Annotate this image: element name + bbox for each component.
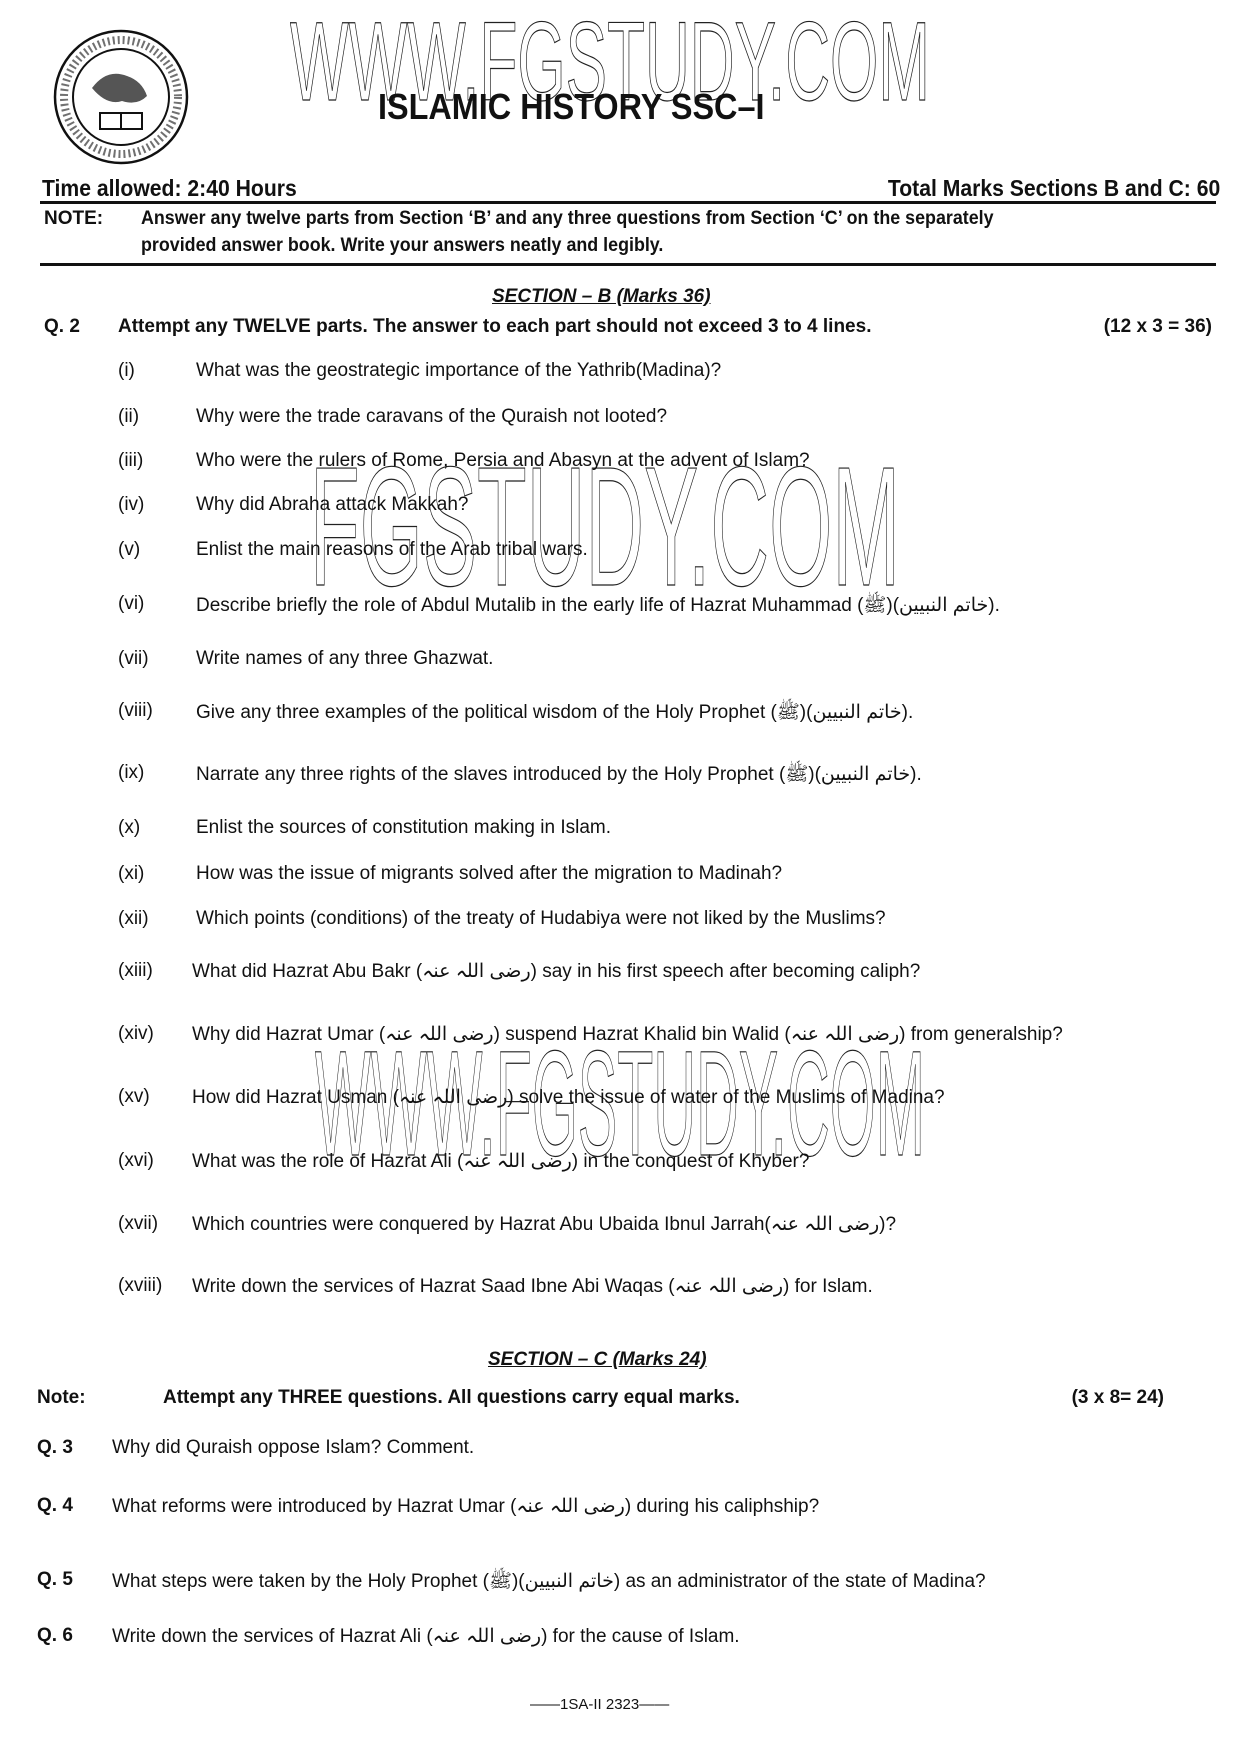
- part-question: Enlist the sources of constitution making in Islam.: [196, 817, 612, 838]
- part-question: Which points (conditions) of the treaty of Hudabiya were not liked by the Muslims?: [196, 908, 886, 929]
- section-b-heading: SECTION – B (Marks 36): [492, 286, 711, 307]
- part-question: Give any three examples of the political wisdom of the Holy Prophet (ﷺ)(خاتم النبیین).: [196, 702, 914, 723]
- note-label: NOTE:: [44, 208, 104, 229]
- part-question: How did Hazrat Usman (رضی اللہ عنہ) solve the issue of water of the Muslims of Madina?: [192, 1087, 945, 1108]
- note-line-1: Answer any twelve parts from Section ‘B’ and any three questions from Section ‘C’ on the separately: [141, 208, 994, 229]
- question-text: Write down the services of Hazrat Ali (رضی اللہ عنہ) for the cause of Islam.: [112, 1626, 740, 1647]
- part-question: What was the geostrategic importance of the Yathrib(Madina)?: [196, 360, 722, 381]
- board-seal-logo: [52, 28, 190, 166]
- part-question: Why were the trade caravans of the Quraish not looted?: [196, 406, 668, 427]
- q2-marks: (12 x 3 = 36): [1103, 316, 1212, 337]
- part-number: (xiv): [118, 1023, 154, 1044]
- part-number: (vi): [118, 593, 145, 614]
- part-question: Why did Hazrat Umar (رضی اللہ عنہ) suspend Hazrat Khalid bin Walid (رضی اللہ عنہ) from generalship?: [192, 1024, 1063, 1045]
- divider: [40, 201, 1216, 204]
- part-question: Describe briefly the role of Abdul Mutalib in the early life of Hazrat Muhammad (ﷺ)(خاتم النبیین).: [196, 595, 1000, 616]
- part-question: Which countries were conquered by Hazrat Abu Ubaida Ibnul Jarrah(رضی اللہ عنہ)?: [192, 1214, 897, 1235]
- page-title: ISLAMIC HISTORY SSC–I: [378, 86, 765, 127]
- part-number: (xii): [118, 908, 149, 929]
- part-number: (xv): [118, 1086, 150, 1107]
- part-number: (x): [118, 817, 141, 838]
- section-c-instruction: Attempt any THREE questions. All questions carry equal marks.: [163, 1387, 740, 1408]
- time-allowed: Time allowed: 2:40 Hours: [42, 175, 297, 201]
- question-text: What steps were taken by the Holy Prophet (ﷺ)(خاتم النبیین) as an administrator of the state of Madina?: [112, 1571, 986, 1592]
- question-number: Q. 5: [37, 1569, 73, 1590]
- q2-instruction: Attempt any TWELVE parts. The answer to each part should not exceed 3 to 4 lines.: [118, 316, 872, 337]
- part-number: (i): [118, 360, 135, 381]
- part-question: How was the issue of migrants solved after the migration to Madinah?: [196, 863, 783, 884]
- part-number: (v): [118, 539, 141, 560]
- divider: [40, 263, 1216, 266]
- part-number: (xviii): [118, 1275, 163, 1296]
- question-number: Q. 6: [37, 1625, 73, 1646]
- question-number: Q. 3: [37, 1437, 73, 1458]
- part-question: What did Hazrat Abu Bakr (رضی اللہ عنہ) say in his first speech after becoming caliph?: [192, 961, 921, 982]
- part-number: (vii): [118, 648, 149, 669]
- question-text: What reforms were introduced by Hazrat Umar (رضی اللہ عنہ) during his caliphship?: [112, 1496, 820, 1517]
- svg-text:WWW.FGSTUDY.COM: WWW.FGSTUDY.COM: [290, 0, 930, 110]
- part-question: Write down the services of Hazrat Saad Ibne Abi Waqas (رضی اللہ عنہ) for Islam.: [192, 1276, 873, 1297]
- part-number: (ix): [118, 762, 145, 783]
- part-number: (xi): [118, 863, 145, 884]
- part-question: Write names of any three Ghazwat.: [196, 648, 494, 669]
- section-c-marks: (3 x 8= 24): [1071, 1387, 1164, 1408]
- question-text: Why did Quraish oppose Islam? Comment.: [112, 1437, 475, 1458]
- part-number: (iv): [118, 494, 145, 515]
- q2-label: Q. 2: [44, 316, 80, 337]
- question-number: Q. 4: [37, 1495, 73, 1516]
- section-c-heading: SECTION – C (Marks 24): [488, 1349, 707, 1370]
- part-number: (xvi): [118, 1150, 154, 1171]
- section-c-note-label: Note:: [37, 1387, 86, 1408]
- part-question: Who were the rulers of Rome, Persia and Abasyn at the advent of Islam?: [196, 450, 810, 471]
- part-question: Why did Abraha attack Makkah?: [196, 494, 469, 515]
- total-marks: Total Marks Sections B and C: 60: [887, 175, 1220, 201]
- part-number: (xiii): [118, 960, 153, 981]
- part-number: (iii): [118, 450, 144, 471]
- svg-text:FGSTUDY.COM: FGSTUDY.COM: [310, 432, 900, 600]
- paper-code: ——1SA-II 2323——: [530, 1696, 670, 1713]
- note-line-2: provided answer book. Write your answers neatly and legibly.: [141, 235, 664, 256]
- part-number: (ii): [118, 406, 140, 427]
- svg-text:WWW.FGSTUDY.COM: WWW.FGSTUDY.COM: [315, 1020, 925, 1170]
- part-number: (xvii): [118, 1213, 159, 1234]
- part-question: Narrate any three rights of the slaves introduced by the Holy Prophet (ﷺ)(خاتم النبیین).: [196, 764, 922, 785]
- part-question: What was the role of Hazrat Ali (رضی اللہ عنہ) in the conquest of Khyber?: [192, 1151, 810, 1172]
- part-question: Enlist the main reasons of the Arab tribal wars.: [196, 539, 588, 560]
- part-number: (viii): [118, 700, 153, 721]
